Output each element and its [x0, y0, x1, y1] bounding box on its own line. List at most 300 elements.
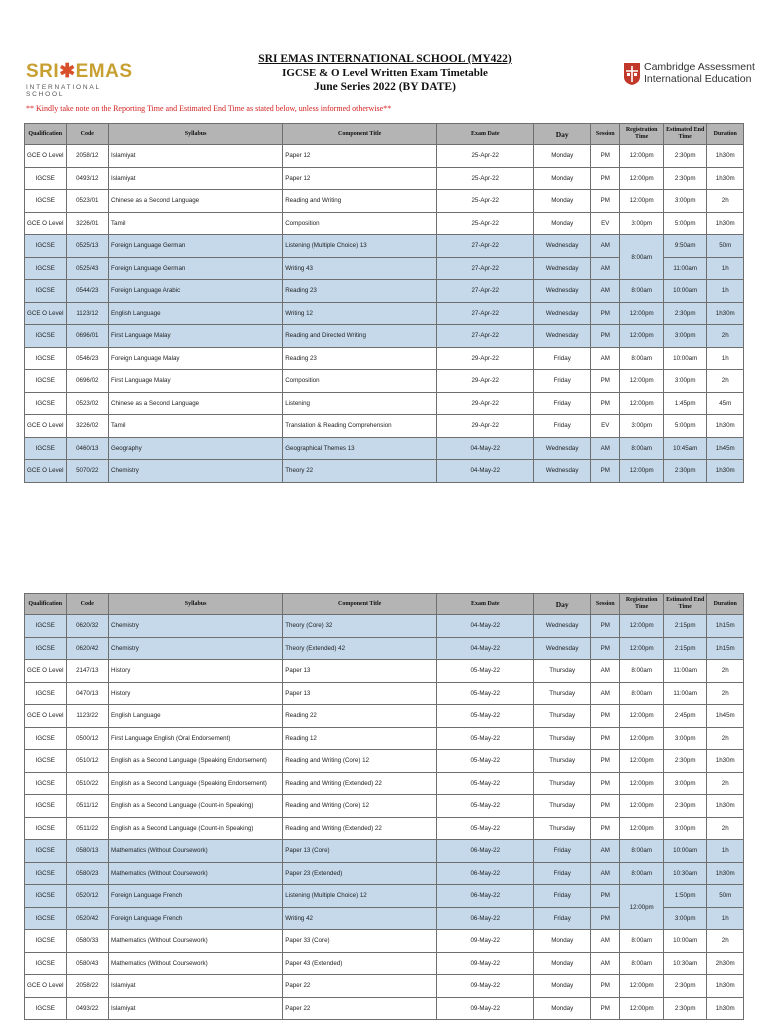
cell-exam-date: 09-May-22: [437, 975, 534, 998]
cell-estimated-end-time: 11:00am: [663, 682, 707, 705]
cell-exam-date: 06-May-22: [437, 862, 534, 885]
cell-estimated-end-time: 10:00am: [663, 840, 707, 863]
cell-day: Monday: [534, 952, 591, 975]
cell-syllabus: English Language: [109, 302, 283, 325]
cell-exam-date: 09-May-22: [437, 930, 534, 953]
cell-qualification: GCE O Level: [25, 705, 67, 728]
table-row: [25, 235, 744, 258]
cell-session: PM: [591, 392, 620, 415]
cell-code: 0580/33: [66, 930, 109, 953]
cell-duration: 1h30m: [707, 795, 744, 818]
cell-registration-time: 8:00am: [620, 437, 664, 460]
cell-duration: 1h30m: [707, 997, 744, 1020]
cell-duration: 1h15m: [707, 637, 744, 660]
cell-qualification: IGCSE: [25, 795, 67, 818]
cell-estimated-end-time: 10:30am: [663, 952, 707, 975]
cell-syllabus: English as a Second Language (Speaking Endorsement): [109, 750, 283, 773]
cell-code: 3226/02: [66, 415, 109, 438]
cell-syllabus: Chemistry: [109, 460, 283, 483]
cell-exam-date: 25-Apr-22: [437, 212, 534, 235]
cell-component-title: Listening (Multiple Choice) 13: [283, 235, 437, 258]
timetable-title: IGCSE & O Level Written Exam Timetable: [282, 67, 488, 79]
table-row: [25, 750, 744, 773]
cell-registration-time: 12:00pm: [620, 795, 664, 818]
cell-session: PM: [591, 817, 620, 840]
cell-component-title: Writing 12: [283, 302, 437, 325]
cell-session: AM: [591, 930, 620, 953]
cell-code: 0620/32: [66, 615, 109, 638]
cell-day: Monday: [534, 975, 591, 998]
cell-estimated-end-time: 3:00pm: [663, 370, 707, 393]
cell-estimated-end-time: 5:00pm: [663, 415, 707, 438]
cell-exam-date: 29-Apr-22: [437, 347, 534, 370]
cell-session: PM: [591, 885, 620, 908]
cell-day: Thursday: [534, 660, 591, 683]
cell-syllabus: Chemistry: [109, 637, 283, 660]
cell-code: 0525/43: [66, 257, 109, 280]
cell-session: AM: [591, 862, 620, 885]
cell-estimated-end-time: 1:45pm: [663, 392, 707, 415]
cell-registration-time: 8:00am: [620, 347, 664, 370]
cell-qualification: IGCSE: [25, 280, 67, 303]
cell-syllabus: Tamil: [109, 212, 283, 235]
cell-code: 0525/13: [66, 235, 109, 258]
cell-exam-date: 25-Apr-22: [437, 190, 534, 213]
cell-syllabus: History: [109, 660, 283, 683]
cell-exam-date: 25-Apr-22: [437, 145, 534, 168]
cell-exam-date: 05-May-22: [437, 750, 534, 773]
cell-duration: 1h: [707, 840, 744, 863]
cell-qualification: GCE O Level: [25, 212, 67, 235]
cell-day: Friday: [534, 347, 591, 370]
cell-session: PM: [591, 907, 620, 930]
column-header-day: Day: [534, 594, 591, 615]
cell-qualification: IGCSE: [25, 907, 67, 930]
cell-component-title: Theory (Extended) 42: [283, 637, 437, 660]
cell-syllabus: Tamil: [109, 415, 283, 438]
cell-estimated-end-time: 2:30pm: [663, 145, 707, 168]
cell-duration: 2h: [707, 930, 744, 953]
cell-duration: 1h30m: [707, 212, 744, 235]
cell-session: PM: [591, 460, 620, 483]
cell-day: Monday: [534, 212, 591, 235]
cell-code: 0520/12: [66, 885, 109, 908]
cell-exam-date: 09-May-22: [437, 952, 534, 975]
cell-qualification: IGCSE: [25, 437, 67, 460]
cell-syllabus: Chinese as a Second Language: [109, 190, 283, 213]
cell-code: 0523/01: [66, 190, 109, 213]
cell-qualification: IGCSE: [25, 235, 67, 258]
cell-duration: 1h30m: [707, 862, 744, 885]
cell-estimated-end-time: 3:00pm: [663, 907, 707, 930]
cell-component-title: Composition: [283, 370, 437, 393]
cell-syllabus: Foreign Language French: [109, 885, 283, 908]
cell-qualification: IGCSE: [25, 727, 67, 750]
cell-code: 0696/01: [66, 325, 109, 348]
cell-session: PM: [591, 750, 620, 773]
cell-day: Monday: [534, 997, 591, 1020]
cell-registration-time: 8:00am: [620, 930, 664, 953]
table-row: [25, 705, 744, 728]
cell-code: 0493/22: [66, 997, 109, 1020]
cell-syllabus: Geography: [109, 437, 283, 460]
cell-duration: 2h: [707, 817, 744, 840]
cell-registration-time: 12:00pm: [620, 370, 664, 393]
cell-syllabus: Foreign Language Arabic: [109, 280, 283, 303]
cell-component-title: Paper 23 (Extended): [283, 862, 437, 885]
cell-exam-date: 29-Apr-22: [437, 415, 534, 438]
table-row: [25, 952, 744, 975]
cell-session: AM: [591, 280, 620, 303]
school-logo: [26, 62, 136, 98]
cell-code: 0580/43: [66, 952, 109, 975]
cell-code: 3226/01: [66, 212, 109, 235]
cell-qualification: IGCSE: [25, 392, 67, 415]
cell-duration: 2h: [707, 660, 744, 683]
column-header-day: Day: [534, 124, 591, 145]
cell-day: Wednesday: [534, 615, 591, 638]
table-row: [25, 370, 744, 393]
cell-syllabus: First Language Malay: [109, 325, 283, 348]
cell-session: PM: [591, 975, 620, 998]
cell-code: 0511/12: [66, 795, 109, 818]
cell-code: 0546/23: [66, 347, 109, 370]
cell-syllabus: Chinese as a Second Language: [109, 392, 283, 415]
cell-duration: 2h: [707, 325, 744, 348]
column-header-duration: Duration: [707, 124, 744, 145]
table-row: [25, 885, 744, 908]
cambridge-logo: [624, 61, 755, 91]
cell-code: 0620/42: [66, 637, 109, 660]
table-row: [25, 772, 744, 795]
cell-estimated-end-time: 3:00pm: [663, 190, 707, 213]
cell-day: Thursday: [534, 705, 591, 728]
cell-estimated-end-time: 2:15pm: [663, 615, 707, 638]
cell-syllabus: Foreign Language German: [109, 235, 283, 258]
cell-exam-date: 27-Apr-22: [437, 257, 534, 280]
cell-exam-date: 27-Apr-22: [437, 235, 534, 258]
cell-day: Thursday: [534, 682, 591, 705]
column-header-registration-time: Registration Time: [620, 124, 664, 145]
table-row: [25, 930, 744, 953]
column-header-code: Code: [66, 594, 109, 615]
cell-day: Wednesday: [534, 302, 591, 325]
cell-day: Monday: [534, 167, 591, 190]
cell-syllabus: Chemistry: [109, 615, 283, 638]
cell-session: AM: [591, 347, 620, 370]
cell-estimated-end-time: 2:30pm: [663, 302, 707, 325]
table-row: [25, 795, 744, 818]
cell-syllabus: Islamiyat: [109, 975, 283, 998]
column-header-registration-time: Registration Time: [620, 594, 664, 615]
timetable-table-1: [24, 123, 744, 483]
cell-day: Wednesday: [534, 325, 591, 348]
cell-duration: 1h: [707, 280, 744, 303]
school-logo-subtitle: INTERNATIONAL SCHOOL: [26, 84, 101, 98]
cell-exam-date: 04-May-22: [437, 460, 534, 483]
cell-session: EV: [591, 212, 620, 235]
cell-component-title: Paper 33 (Core): [283, 930, 437, 953]
cell-exam-date: 29-Apr-22: [437, 392, 534, 415]
cell-duration: 2h: [707, 772, 744, 795]
cell-registration-time: 12:00pm: [620, 750, 664, 773]
cell-duration: 2h: [707, 682, 744, 705]
cell-component-title: Reading and Writing (Core) 12: [283, 750, 437, 773]
cell-component-title: Reading 22: [283, 705, 437, 728]
cell-exam-date: 05-May-22: [437, 817, 534, 840]
cell-estimated-end-time: 2:45pm: [663, 705, 707, 728]
document-title: [200, 52, 570, 94]
cell-code: 0544/23: [66, 280, 109, 303]
cell-day: Monday: [534, 190, 591, 213]
cell-syllabus: English Language: [109, 705, 283, 728]
cell-registration-time: 12:00pm: [620, 325, 664, 348]
cell-component-title: Paper 12: [283, 145, 437, 168]
cell-component-title: Paper 22: [283, 975, 437, 998]
column-header-exam-date: Exam Date: [437, 594, 534, 615]
cell-component-title: Writing 42: [283, 907, 437, 930]
cell-duration: 2h: [707, 190, 744, 213]
cell-registration-time: 12:00pm: [620, 637, 664, 660]
cell-registration-time: 12:00pm: [620, 190, 664, 213]
cell-session: PM: [591, 370, 620, 393]
cell-component-title: Geographical Themes 13: [283, 437, 437, 460]
cell-session: PM: [591, 772, 620, 795]
cell-qualification: IGCSE: [25, 862, 67, 885]
cell-day: Thursday: [534, 772, 591, 795]
cell-syllabus: First Language English (Oral Endorsement): [109, 727, 283, 750]
cell-session: EV: [591, 415, 620, 438]
cell-exam-date: 27-Apr-22: [437, 302, 534, 325]
cell-day: Friday: [534, 415, 591, 438]
cell-session: PM: [591, 727, 620, 750]
cell-registration-time: 8:00am: [620, 952, 664, 975]
cell-estimated-end-time: 10:30am: [663, 862, 707, 885]
cell-code: 2058/12: [66, 145, 109, 168]
cell-syllabus: Islamiyat: [109, 997, 283, 1020]
cell-duration: 1h30m: [707, 167, 744, 190]
table-row: [25, 212, 744, 235]
cell-code: 0523/02: [66, 392, 109, 415]
cell-component-title: Paper 13: [283, 660, 437, 683]
cell-registration-time: 8:00am: [620, 280, 664, 303]
cell-syllabus: English as a Second Language (Count-in Speaking): [109, 817, 283, 840]
cell-exam-date: 05-May-22: [437, 682, 534, 705]
cell-component-title: Reading and Writing (Extended) 22: [283, 772, 437, 795]
cell-registration-time: 3:00pm: [620, 415, 664, 438]
cell-code: 0580/23: [66, 862, 109, 885]
cell-day: Wednesday: [534, 257, 591, 280]
column-header-qualification: Qualification: [25, 594, 67, 615]
cell-registration-time: 8:00am: [620, 862, 664, 885]
cell-session: AM: [591, 437, 620, 460]
cell-day: Thursday: [534, 817, 591, 840]
cell-estimated-end-time: 3:00pm: [663, 772, 707, 795]
cell-estimated-end-time: 2:30pm: [663, 997, 707, 1020]
cell-estimated-end-time: 3:00pm: [663, 817, 707, 840]
cell-estimated-end-time: 11:00am: [663, 660, 707, 683]
cell-syllabus: English as a Second Language (Speaking Endorsement): [109, 772, 283, 795]
cell-day: Wednesday: [534, 460, 591, 483]
cell-qualification: IGCSE: [25, 190, 67, 213]
cell-syllabus: English as a Second Language (Count-in Speaking): [109, 795, 283, 818]
cell-registration-time: 12:00pm: [620, 460, 664, 483]
cell-day: Friday: [534, 862, 591, 885]
column-header-component-title: Component Title: [283, 124, 437, 145]
cell-component-title: Paper 12: [283, 167, 437, 190]
cell-code: 0493/12: [66, 167, 109, 190]
cell-session: AM: [591, 235, 620, 258]
cell-day: Thursday: [534, 750, 591, 773]
column-header-syllabus: Syllabus: [109, 124, 283, 145]
cell-duration: 1h45m: [707, 437, 744, 460]
table-row: [25, 862, 744, 885]
table-header-row: [25, 594, 744, 615]
cell-qualification: IGCSE: [25, 682, 67, 705]
cell-qualification: GCE O Level: [25, 460, 67, 483]
cell-duration: 50m: [707, 885, 744, 908]
table-row: [25, 347, 744, 370]
cell-estimated-end-time: 10:00am: [663, 930, 707, 953]
cell-session: AM: [591, 840, 620, 863]
cell-estimated-end-time: 9:50am: [663, 235, 707, 258]
cell-code: 1123/22: [66, 705, 109, 728]
cell-exam-date: 04-May-22: [437, 615, 534, 638]
cell-qualification: IGCSE: [25, 637, 67, 660]
cell-registration-time: 12:00pm: [620, 997, 664, 1020]
cell-day: Wednesday: [534, 280, 591, 303]
cell-exam-date: 04-May-22: [437, 437, 534, 460]
cell-duration: 2h30m: [707, 952, 744, 975]
cell-qualification: IGCSE: [25, 952, 67, 975]
cell-component-title: Reading 23: [283, 280, 437, 303]
column-header-duration: Duration: [707, 594, 744, 615]
table-row: [25, 392, 744, 415]
cell-duration: 2h: [707, 727, 744, 750]
cell-code: 0510/12: [66, 750, 109, 773]
cell-component-title: Reading 23: [283, 347, 437, 370]
column-header-estimated-end-time: Estimated End Time: [663, 124, 707, 145]
column-header-estimated-end-time: Estimated End Time: [663, 594, 707, 615]
shield-icon: [624, 63, 640, 85]
cell-day: Thursday: [534, 795, 591, 818]
cell-duration: 1h30m: [707, 975, 744, 998]
cell-exam-date: 27-Apr-22: [437, 280, 534, 303]
cell-code: 0580/13: [66, 840, 109, 863]
cell-qualification: IGCSE: [25, 840, 67, 863]
cell-qualification: GCE O Level: [25, 660, 67, 683]
cell-exam-date: 25-Apr-22: [437, 167, 534, 190]
cell-registration-time: 12:00pm: [620, 615, 664, 638]
table-row: [25, 280, 744, 303]
cell-code: 1123/12: [66, 302, 109, 325]
cell-session: PM: [591, 167, 620, 190]
cell-duration: 1h: [707, 347, 744, 370]
cell-code: 5070/22: [66, 460, 109, 483]
cell-exam-date: 05-May-22: [437, 705, 534, 728]
cell-component-title: Theory (Core) 32: [283, 615, 437, 638]
cell-day: Friday: [534, 885, 591, 908]
column-header-qualification: Qualification: [25, 124, 67, 145]
cell-syllabus: History: [109, 682, 283, 705]
table-row: [25, 325, 744, 348]
cell-registration-time: 8:00am: [620, 660, 664, 683]
table-row: [25, 660, 744, 683]
cell-duration: 1h30m: [707, 415, 744, 438]
table-row: [25, 415, 744, 438]
cell-day: Monday: [534, 930, 591, 953]
cell-code: 0470/13: [66, 682, 109, 705]
table-row: [25, 167, 744, 190]
cell-duration: 1h: [707, 907, 744, 930]
cell-day: Wednesday: [534, 235, 591, 258]
table-row: [25, 615, 744, 638]
cell-code: 0520/42: [66, 907, 109, 930]
cell-code: 2147/13: [66, 660, 109, 683]
cell-registration-time: 12:00pm: [620, 145, 664, 168]
cell-qualification: IGCSE: [25, 615, 67, 638]
reporting-notice: ** Kindly take note on the Reporting Time and Estimated End Time as stated below, unless informed otherwise**: [26, 104, 392, 113]
cell-qualification: GCE O Level: [25, 145, 67, 168]
cell-session: AM: [591, 660, 620, 683]
cell-session: PM: [591, 637, 620, 660]
cell-qualification: IGCSE: [25, 257, 67, 280]
cell-qualification: IGCSE: [25, 750, 67, 773]
cell-component-title: Listening (Multiple Choice) 12: [283, 885, 437, 908]
cell-component-title: Theory 22: [283, 460, 437, 483]
series-title: June Series 2022 (BY DATE): [314, 81, 456, 93]
column-header-exam-date: Exam Date: [437, 124, 534, 145]
table-row: [25, 727, 744, 750]
cell-estimated-end-time: 2:30pm: [663, 750, 707, 773]
cell-registration-time: 12:00pm: [620, 167, 664, 190]
cell-estimated-end-time: 1:50pm: [663, 885, 707, 908]
cell-code: 0500/12: [66, 727, 109, 750]
cell-duration: 50m: [707, 235, 744, 258]
cell-day: Wednesday: [534, 437, 591, 460]
cell-qualification: IGCSE: [25, 930, 67, 953]
cell-exam-date: 05-May-22: [437, 660, 534, 683]
table-row: [25, 460, 744, 483]
cell-session: PM: [591, 190, 620, 213]
cell-exam-date: 06-May-22: [437, 885, 534, 908]
cell-component-title: Reading and Writing (Extended) 22: [283, 817, 437, 840]
cell-registration-time: 12:00pm: [620, 772, 664, 795]
table-row: [25, 145, 744, 168]
cell-duration: 1h: [707, 257, 744, 280]
cell-exam-date: 05-May-22: [437, 727, 534, 750]
cell-component-title: Translation & Reading Comprehension: [283, 415, 437, 438]
cell-component-title: Paper 43 (Extended): [283, 952, 437, 975]
cell-session: AM: [591, 257, 620, 280]
school-logo-text: SRI✱EMAS: [26, 61, 133, 82]
cell-duration: 1h30m: [707, 460, 744, 483]
cell-code: 0511/22: [66, 817, 109, 840]
cell-duration: 1h30m: [707, 302, 744, 325]
table-row: [25, 817, 744, 840]
table-row: [25, 840, 744, 863]
cell-estimated-end-time: 10:45am: [663, 437, 707, 460]
cell-day: Friday: [534, 840, 591, 863]
cell-syllabus: First Language Malay: [109, 370, 283, 393]
cell-exam-date: 05-May-22: [437, 772, 534, 795]
cell-syllabus: Mathematics (Without Coursework): [109, 930, 283, 953]
cell-component-title: Listening: [283, 392, 437, 415]
cell-estimated-end-time: 2:30pm: [663, 460, 707, 483]
cell-code: 0460/13: [66, 437, 109, 460]
cell-estimated-end-time: 10:00am: [663, 280, 707, 303]
cell-session: AM: [591, 682, 620, 705]
